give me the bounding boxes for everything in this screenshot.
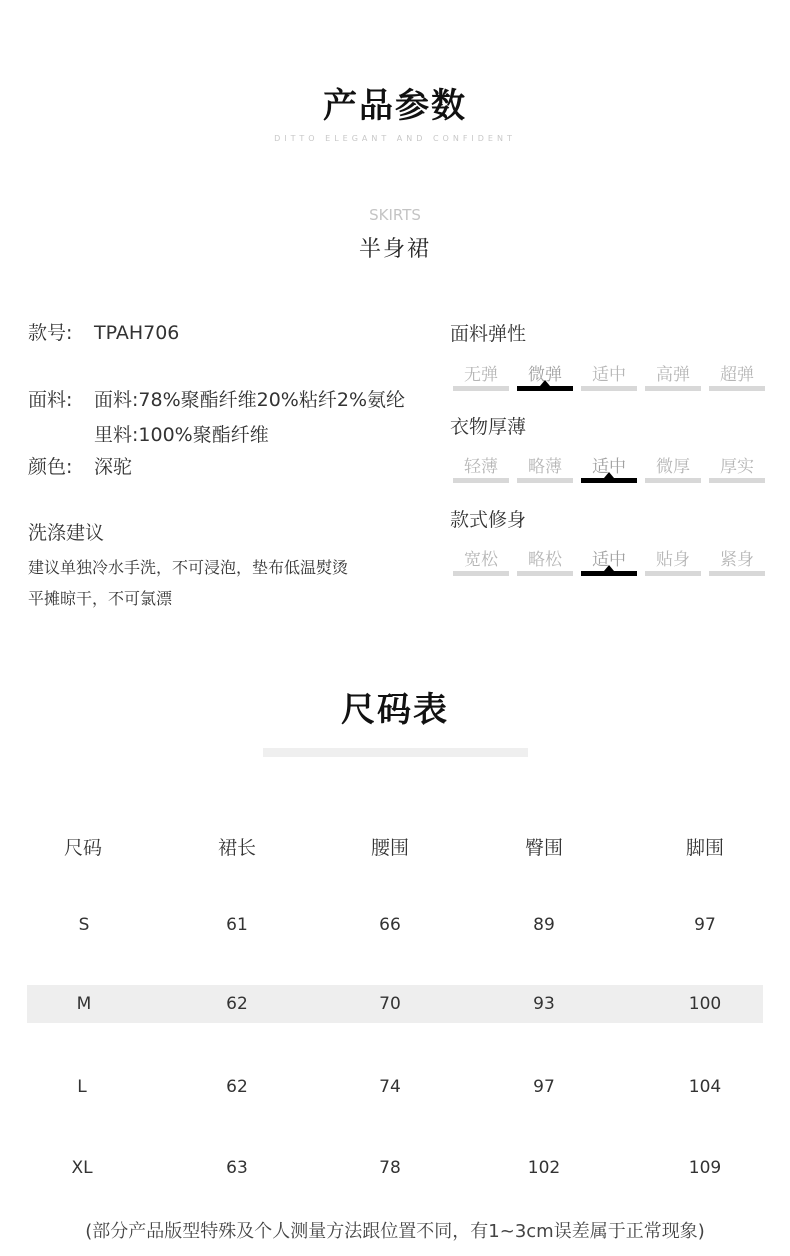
scale-option-label: 适中 xyxy=(592,457,626,477)
scale-option xyxy=(517,360,573,394)
cell-hem: 97 xyxy=(694,915,716,935)
scale-pointer-icon xyxy=(540,380,550,386)
elasticity-scale xyxy=(453,360,765,394)
color-value: 深驼 xyxy=(94,456,133,478)
cell-length: 61 xyxy=(226,915,248,935)
scale-option xyxy=(709,360,765,394)
cell-size: XL xyxy=(71,1158,93,1178)
header-hem: 脚围 xyxy=(685,837,724,859)
scale-option-label: 宽松 xyxy=(464,550,498,570)
fabric-line-2: 里料:100%聚酯纤维 xyxy=(94,424,269,446)
scale-option xyxy=(709,545,765,579)
scale-option-label: 贴身 xyxy=(656,550,690,570)
scale-option xyxy=(453,545,509,579)
scale-bar xyxy=(709,386,765,391)
cell-length: 62 xyxy=(226,1077,248,1097)
scale-option-label: 紧身 xyxy=(720,550,754,570)
page-subtitle: DITTO ELEGANT AND CONFIDENT xyxy=(274,134,516,143)
cell-hip: 93 xyxy=(533,994,555,1014)
scale-bar xyxy=(645,386,701,391)
style-number-value: TPAH706 xyxy=(94,322,180,344)
lining-row xyxy=(94,420,269,447)
scale-option xyxy=(453,360,509,394)
cell-hem: 100 xyxy=(688,994,722,1014)
category-chinese: 半身裙 xyxy=(358,237,431,262)
scale-option xyxy=(581,360,637,394)
wash-line-2: 平摊晾干，不可氯漂 xyxy=(28,589,173,608)
cell-hem: 109 xyxy=(688,1158,722,1178)
cell-size: L xyxy=(77,1077,87,1097)
scale-bar xyxy=(453,478,509,483)
scale-option xyxy=(645,452,701,486)
fabric-label: 面料: xyxy=(28,389,73,411)
scale-pointer-icon xyxy=(604,472,614,478)
cell-hip: 97 xyxy=(533,1077,555,1097)
scale-option-label: 略松 xyxy=(528,550,562,570)
scale-bar xyxy=(709,571,765,576)
scale-bar xyxy=(517,478,573,483)
scale-selected-bar xyxy=(517,386,573,391)
scale-option-label: 无弹 xyxy=(464,365,498,385)
scale-bar xyxy=(709,478,765,483)
fit-scale xyxy=(453,545,765,579)
size-chart-underline xyxy=(263,748,528,757)
fabric-row xyxy=(28,385,405,412)
scale-option-label: 微弹 xyxy=(528,365,562,385)
cell-hem: 104 xyxy=(688,1077,722,1097)
scale-option-label: 厚实 xyxy=(720,457,754,477)
cell-length: 62 xyxy=(226,994,248,1014)
scale-bar xyxy=(645,478,701,483)
size-chart-note: (部分产品版型特殊及个人测量方法跟位置不同，有1~3cm误差属于正常现象) xyxy=(85,1221,705,1242)
scale-option-label: 轻薄 xyxy=(464,457,498,477)
scale-option xyxy=(581,452,637,486)
scale-bar xyxy=(645,571,701,576)
scale-option-label: 适中 xyxy=(592,365,626,385)
cell-hip: 89 xyxy=(533,915,555,935)
header-waist: 腰围 xyxy=(370,837,409,859)
cell-size: M xyxy=(76,994,92,1014)
thickness-scale xyxy=(453,452,765,486)
scale-option xyxy=(645,360,701,394)
table-row xyxy=(27,906,763,944)
table-row xyxy=(27,1068,763,1106)
table-row xyxy=(27,985,763,1023)
color-row xyxy=(28,452,132,479)
thickness-title: 衣物厚薄 xyxy=(450,416,527,438)
cell-length: 63 xyxy=(226,1158,248,1178)
scale-option-label: 适中 xyxy=(592,550,626,570)
table-row xyxy=(27,1149,763,1187)
cell-size: S xyxy=(78,915,90,935)
size-chart-title: 尺码表 xyxy=(341,690,449,730)
scale-option xyxy=(517,545,573,579)
cell-waist: 78 xyxy=(379,1158,401,1178)
category-english: SKIRTS xyxy=(369,206,421,224)
style-number-label: 款号: xyxy=(28,322,73,344)
scale-selected-bar xyxy=(581,571,637,576)
wash-line-1: 建议单独冷水手洗，不可浸泡，垫布低温熨烫 xyxy=(28,558,349,577)
color-label: 颜色: xyxy=(28,456,73,478)
cell-waist: 70 xyxy=(379,994,401,1014)
header-size: 尺码 xyxy=(63,837,102,859)
scale-option xyxy=(581,545,637,579)
scale-option-label: 略薄 xyxy=(528,457,562,477)
scale-option xyxy=(709,452,765,486)
scale-bar xyxy=(581,386,637,391)
scale-bar xyxy=(517,571,573,576)
cell-hip: 102 xyxy=(527,1158,561,1178)
scale-option-label: 高弹 xyxy=(656,365,690,385)
scale-bar xyxy=(453,571,509,576)
scale-option xyxy=(453,452,509,486)
scale-selected-bar xyxy=(581,478,637,483)
scale-option-label: 超弹 xyxy=(720,365,754,385)
header-hip: 臀围 xyxy=(524,837,563,859)
scale-pointer-icon xyxy=(604,565,614,571)
wash-title: 洗涤建议 xyxy=(28,522,105,544)
fabric-line-1: 面料:78%聚酯纤维20%粘纤2%氨纶 xyxy=(94,389,406,411)
scale-option-label: 微厚 xyxy=(656,457,690,477)
cell-waist: 66 xyxy=(379,915,401,935)
fit-title: 款式修身 xyxy=(450,509,527,531)
table-header-row xyxy=(27,829,763,867)
scale-option xyxy=(517,452,573,486)
scale-bar xyxy=(453,386,509,391)
style-number-row xyxy=(28,318,179,345)
cell-waist: 74 xyxy=(379,1077,401,1097)
page-title: 产品参数 xyxy=(323,86,467,126)
scale-option xyxy=(645,545,701,579)
elasticity-title: 面料弹性 xyxy=(450,323,527,345)
header-length: 裙长 xyxy=(217,837,256,859)
